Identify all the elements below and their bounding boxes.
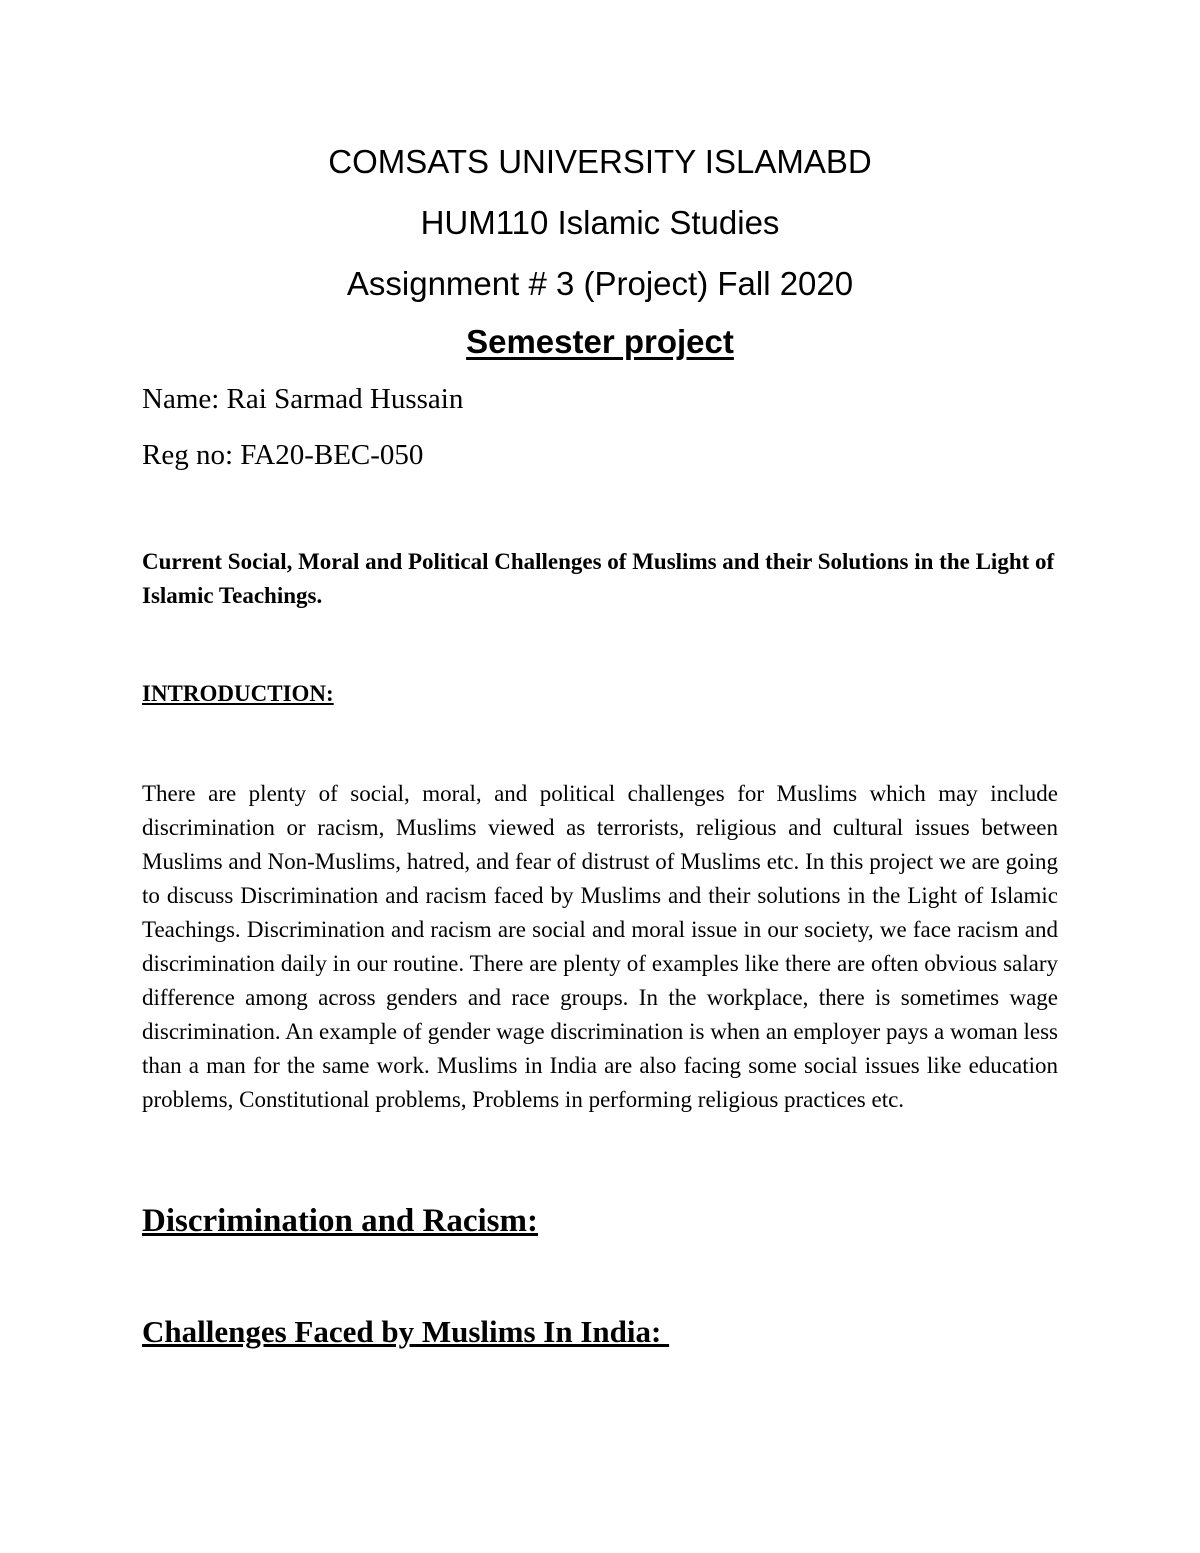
india-challenges-heading: Challenges Faced by Muslims In India: <box>142 1314 670 1349</box>
university-name: COMSATS UNIVERSITY ISLAMABD <box>328 143 872 180</box>
introduction-paragraph: There are plenty of social, moral, and political challenges for Muslims which may include discrimination or racism, Muslims viewed as terrorists, religious and cultural issues between Muslims and Non-Muslims, hatred, and fear of distrust of Muslims etc. In this project we are going to discuss Discrimination and racism faced by Muslims and their solutions in the Light of Islamic Teachings. Discrimination and racism are social and moral issue in our society, we face racism and discrimination daily in our routine. There are plenty of examples like there are often obvious salary difference among across genders and race groups. In the workplace, there is sometimes wage discrimination. An example of gender wage discrimination is when an employer pays a woman less than a man for the same work. Muslims in India are also facing some social issues like education problems, Constitutional problems, Problems in performing religious practices etc. <box>142 781 1058 1112</box>
student-name: Name: Rai Sarmad Hussain <box>142 383 464 415</box>
assignment-title: Assignment # 3 (Project) Fall 2020 <box>346 265 854 302</box>
course-title: HUM110 Islamic Studies <box>420 204 780 241</box>
registration-number: Reg no: FA20-BEC-050 <box>142 439 424 471</box>
project-type-heading: Semester project <box>466 323 734 360</box>
introduction-heading: INTRODUCTION: <box>142 681 334 706</box>
project-title: Current Social, Moral and Political Challenges of Muslims and their Solutions in the Light of Islamic Teachings. <box>142 549 1055 608</box>
discrimination-heading: Discrimination and Racism: <box>142 1203 538 1239</box>
